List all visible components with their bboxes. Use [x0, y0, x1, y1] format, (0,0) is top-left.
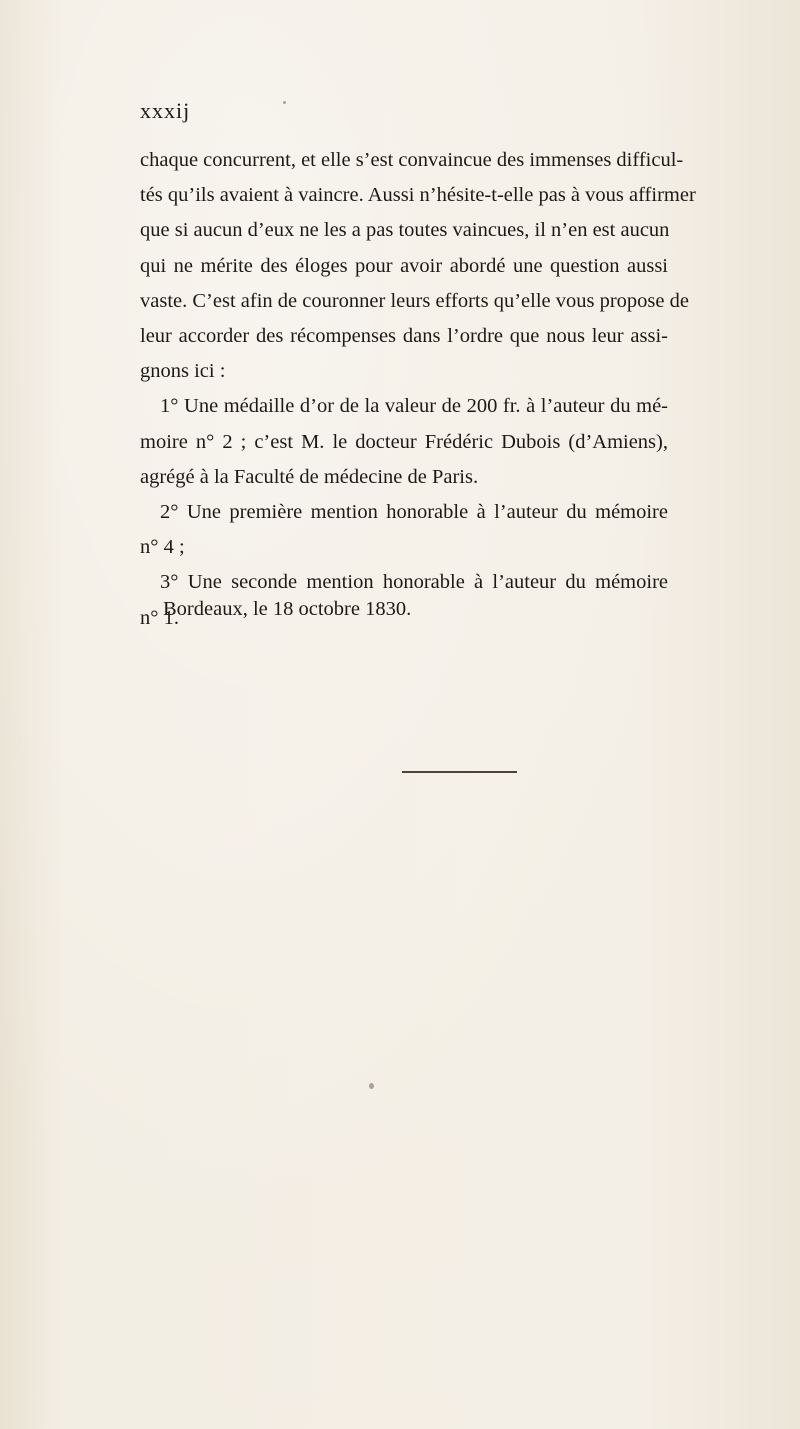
- text-line: moire n° 2 ; c’est M. le docteur Frédéric Dubois (d’Amiens),: [140, 430, 668, 453]
- text-line: agrégé à la Faculté de médecine de Paris.: [140, 465, 479, 488]
- text-line: n° 4 ;: [140, 536, 185, 559]
- paper-speck: [369, 1083, 374, 1089]
- list-item-third-award: 3° Une seconde mention honorable à l’auteur du mémoire: [160, 571, 668, 594]
- text-line: qui ne mérite des éloges pour avoir abordé une question aussi: [140, 254, 668, 277]
- body-text: [140, 143, 696, 636]
- closing-rule: [402, 771, 517, 773]
- text-line: que si aucun d’eux ne les a pas toutes vaincues, il n’en est aucun: [140, 219, 670, 242]
- text-line: leur accorder des récompenses dans l’ordre que nous leur assi-: [140, 325, 668, 348]
- text-line: n° 1.: [140, 606, 179, 629]
- text-line: vaste. C’est afin de couronner leurs efforts qu’elle vous propose de: [140, 289, 689, 312]
- list-item-first-award: 1° Une médaille d’or de la valeur de 200 fr. à l’auteur du mé-: [160, 395, 668, 418]
- paper-speck: [283, 101, 286, 104]
- text-line: tés qu’ils avaient à vaincre. Aussi n’hésite-t-elle pas à vous affirmer: [140, 184, 696, 207]
- text-line: gnons ici :: [140, 360, 226, 383]
- text-line: chaque concurrent, et elle s’est convaincue des immenses difficul-: [140, 149, 684, 171]
- list-item-second-award: 2° Une première mention honorable à l’auteur du mémoire: [160, 501, 668, 524]
- place-date-signoff: Bordeaux, le 18 octobre 1830.: [163, 598, 412, 620]
- page-number: xxxij: [140, 98, 191, 123]
